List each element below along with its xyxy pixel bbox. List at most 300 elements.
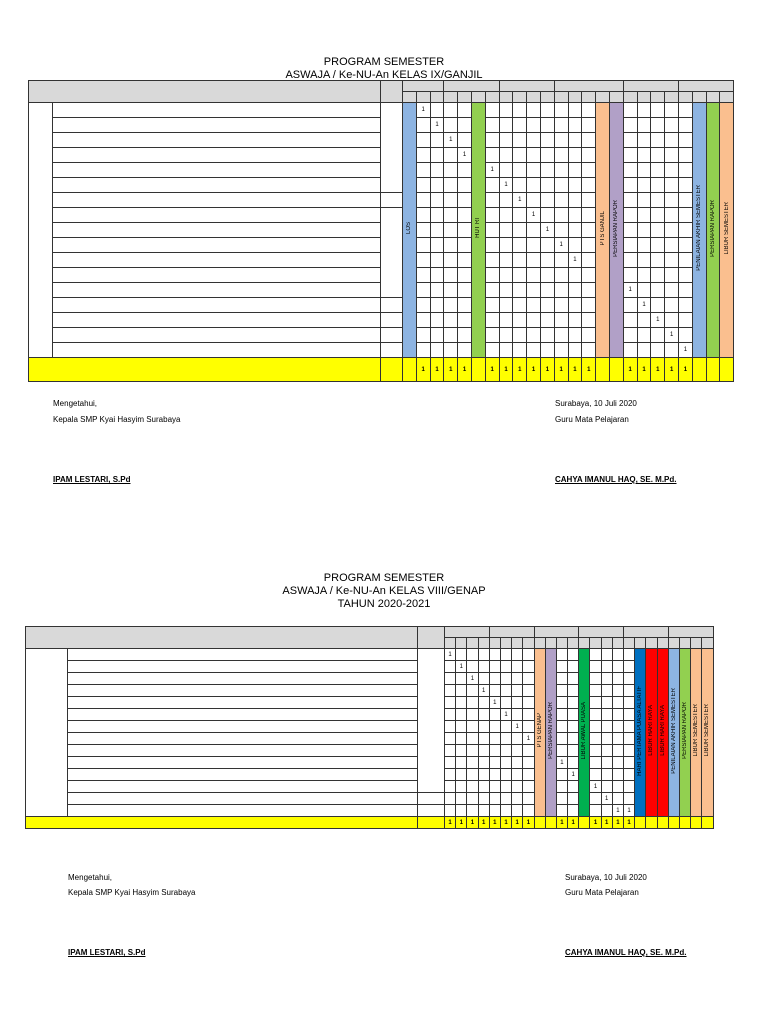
- week-cell: [679, 193, 693, 208]
- week-cell: [467, 649, 478, 661]
- week-cell: [568, 208, 582, 223]
- week-cell: [651, 268, 665, 283]
- week-cell: [623, 193, 637, 208]
- sem1-title-line2: ASWAJA / Ke-NU-An KELAS IX/GANJIL: [285, 69, 483, 81]
- week-cell: [499, 238, 513, 253]
- week-cell: [568, 343, 582, 358]
- total-week-cell: [596, 358, 610, 382]
- week-cell: [590, 745, 601, 757]
- week-cell: [601, 673, 612, 685]
- total-label: [26, 817, 418, 829]
- week-cell: [665, 103, 679, 118]
- week-cell: [458, 238, 472, 253]
- sem1-footer-left2: Kepala SMP Kyai Hasyim Surabaya: [53, 415, 181, 424]
- event-column: [534, 649, 545, 817]
- sem1-footer-right2: Guru Mata Pelajaran: [555, 415, 629, 424]
- total-week-cell: 1: [612, 817, 623, 829]
- week-header: [720, 92, 734, 103]
- week-cell: [416, 283, 430, 298]
- week-cell: [679, 178, 693, 193]
- week-cell: [679, 283, 693, 298]
- week-cell: [485, 118, 499, 133]
- kd-row-label: [68, 781, 418, 793]
- assessment-row-label: [53, 298, 381, 313]
- week-cell: [556, 673, 567, 685]
- week-cell: [568, 709, 579, 721]
- week-cell: [489, 733, 500, 745]
- week-cell: [568, 745, 579, 757]
- week-cell: [485, 208, 499, 223]
- week-cell: [554, 103, 568, 118]
- week-cell: [624, 649, 635, 661]
- week-cell: [665, 148, 679, 163]
- week-cell: [485, 283, 499, 298]
- week-cell: [568, 685, 579, 697]
- week-cell: [430, 163, 444, 178]
- week-cell: [527, 148, 541, 163]
- week-mark: 1: [612, 805, 623, 817]
- week-cell: [523, 661, 534, 673]
- week-cell: [665, 163, 679, 178]
- week-cell: [499, 118, 513, 133]
- week-cell: [637, 223, 651, 238]
- week-cell: [665, 283, 679, 298]
- week-cell: [651, 238, 665, 253]
- week-cell: [430, 193, 444, 208]
- group-jml: [381, 208, 403, 298]
- week-cell: [512, 661, 523, 673]
- week-cell: [512, 805, 523, 817]
- total-week-cell: 1: [445, 817, 456, 829]
- sem2-schedule-table: [25, 626, 714, 829]
- week-cell: [456, 733, 467, 745]
- week-cell: [478, 649, 489, 661]
- sem1-teacher-signature: CAHYA IMANUL HAQ, SE. M.Pd.: [555, 475, 677, 484]
- week-cell: [556, 697, 567, 709]
- kd-row-label: [53, 208, 381, 223]
- event-column: [657, 649, 668, 817]
- week-cell: [416, 133, 430, 148]
- week-cell: [478, 781, 489, 793]
- event-column: [579, 649, 590, 817]
- week-cell: [523, 745, 534, 757]
- week-cell: [485, 133, 499, 148]
- week-cell: [582, 238, 596, 253]
- total-week-cell: [609, 358, 623, 382]
- week-cell: [651, 103, 665, 118]
- week-cell: [500, 673, 511, 685]
- sem1-footer-left1: Mengetahui,: [53, 399, 98, 408]
- week-cell: [554, 328, 568, 343]
- week-cell: [637, 253, 651, 268]
- week-cell: [512, 733, 523, 745]
- week-cell: [513, 163, 527, 178]
- week-cell: [499, 343, 513, 358]
- week-cell: [467, 733, 478, 745]
- week-cell: [527, 283, 541, 298]
- row-jml: [381, 298, 403, 313]
- week-cell: [456, 769, 467, 781]
- kd-row-label: [53, 118, 381, 133]
- week-cell: [679, 238, 693, 253]
- week-cell: [416, 313, 430, 328]
- kd-row-label: [68, 697, 418, 709]
- week-header: [609, 92, 623, 103]
- week-cell: [499, 268, 513, 283]
- kd-row-label: [53, 148, 381, 163]
- week-mark: 1: [523, 733, 534, 745]
- week-cell: [512, 709, 523, 721]
- week-cell: [527, 103, 541, 118]
- week-cell: [540, 238, 554, 253]
- week-cell: [527, 343, 541, 358]
- week-cell: [540, 178, 554, 193]
- week-mark: 1: [540, 223, 554, 238]
- week-cell: [499, 283, 513, 298]
- week-cell: [568, 283, 582, 298]
- week-cell: [456, 721, 467, 733]
- week-cell: [679, 103, 693, 118]
- assessment-row-label: [53, 328, 381, 343]
- event-label: LIBUR AWAL PUASA: [581, 701, 588, 760]
- week-cell: [513, 178, 527, 193]
- total-week-cell: 1: [540, 358, 554, 382]
- week-cell: [612, 673, 623, 685]
- week-cell: [430, 133, 444, 148]
- week-cell: [540, 283, 554, 298]
- month-header: [679, 81, 734, 92]
- week-cell: [467, 697, 478, 709]
- sem2-footer-right1: Surabaya, 10 Juli 2020: [565, 873, 647, 882]
- week-cell: [590, 685, 601, 697]
- week-header: [512, 638, 523, 649]
- event-column: [545, 649, 556, 817]
- week-cell: [540, 133, 554, 148]
- week-cell: [416, 253, 430, 268]
- total-week-cell: 1: [467, 817, 478, 829]
- total-week-cell: [534, 817, 545, 829]
- week-mark: 1: [554, 238, 568, 253]
- week-cell: [512, 757, 523, 769]
- week-cell: [637, 103, 651, 118]
- event-label: LIBUR SEMESTER: [704, 704, 711, 757]
- week-cell: [651, 343, 665, 358]
- week-cell: [556, 661, 567, 673]
- week-cell: [523, 649, 534, 661]
- week-cell: [467, 769, 478, 781]
- week-mark: 1: [500, 709, 511, 721]
- week-cell: [554, 118, 568, 133]
- week-cell: [623, 133, 637, 148]
- week-cell: [612, 781, 623, 793]
- week-cell: [430, 313, 444, 328]
- week-cell: [430, 178, 444, 193]
- week-cell: [582, 298, 596, 313]
- week-cell: [568, 673, 579, 685]
- week-cell: [478, 721, 489, 733]
- week-cell: [458, 223, 472, 238]
- week-mark: 1: [467, 673, 478, 685]
- total-week-cell: [403, 358, 417, 382]
- week-cell: [444, 343, 458, 358]
- week-cell: [624, 769, 635, 781]
- week-cell: [444, 328, 458, 343]
- assessment-row-label: [53, 343, 381, 358]
- week-cell: [499, 298, 513, 313]
- kd-row-label: [53, 238, 381, 253]
- week-cell: [637, 238, 651, 253]
- event-label: LOS: [406, 221, 413, 234]
- week-cell: [568, 268, 582, 283]
- week-cell: [612, 733, 623, 745]
- week-cell: [513, 118, 527, 133]
- total-week-cell: 1: [478, 817, 489, 829]
- week-cell: [478, 673, 489, 685]
- week-cell: [513, 328, 527, 343]
- week-cell: [637, 118, 651, 133]
- week-cell: [556, 721, 567, 733]
- kd-row-label: [53, 133, 381, 148]
- week-header: [403, 92, 417, 103]
- event-column: [596, 103, 610, 358]
- total-week-cell: 1: [637, 358, 651, 382]
- week-cell: [679, 223, 693, 238]
- week-cell: [485, 298, 499, 313]
- week-cell: [623, 103, 637, 118]
- week-cell: [540, 148, 554, 163]
- week-cell: [512, 649, 523, 661]
- total-week-cell: 1: [590, 817, 601, 829]
- week-cell: [665, 313, 679, 328]
- week-cell: [623, 313, 637, 328]
- week-cell: [568, 133, 582, 148]
- total-week-cell: 1: [554, 358, 568, 382]
- week-cell: [416, 118, 430, 133]
- week-header: [430, 92, 444, 103]
- week-mark: 1: [513, 193, 527, 208]
- week-cell: [467, 805, 478, 817]
- total-week-cell: 1: [444, 358, 458, 382]
- week-cell: [500, 805, 511, 817]
- week-cell: [582, 328, 596, 343]
- week-cell: [513, 313, 527, 328]
- week-cell: [582, 283, 596, 298]
- week-cell: [637, 178, 651, 193]
- week-cell: [445, 769, 456, 781]
- week-cell: [601, 733, 612, 745]
- week-cell: [582, 223, 596, 238]
- week-cell: [582, 163, 596, 178]
- kd-row-label: [68, 769, 418, 781]
- month-header: [445, 627, 490, 638]
- week-cell: [582, 193, 596, 208]
- week-cell: [458, 133, 472, 148]
- week-mark: 1: [568, 253, 582, 268]
- week-cell: [416, 208, 430, 223]
- month-header: [624, 627, 669, 638]
- week-cell: [554, 148, 568, 163]
- week-cell: [568, 118, 582, 133]
- week-cell: [568, 193, 582, 208]
- week-cell: [512, 793, 523, 805]
- total-week-cell: 1: [499, 358, 513, 382]
- event-label: PENILAIAN AKHIR SEMESTER: [670, 687, 677, 774]
- week-mark: 1: [485, 163, 499, 178]
- header-kompetensi-dasar: [26, 627, 418, 649]
- event-label: HARI PERTAMA PUASA ALTATIF: [637, 685, 644, 776]
- week-cell: [623, 238, 637, 253]
- week-cell: [499, 133, 513, 148]
- week-header: [445, 638, 456, 649]
- week-header: [668, 638, 679, 649]
- week-cell: [556, 733, 567, 745]
- week-header: [590, 638, 601, 649]
- week-cell: [478, 805, 489, 817]
- week-header: [568, 92, 582, 103]
- week-cell: [467, 709, 478, 721]
- week-cell: [500, 697, 511, 709]
- week-cell: [489, 649, 500, 661]
- week-cell: [624, 709, 635, 721]
- month-header: [668, 627, 713, 638]
- week-cell: [601, 721, 612, 733]
- week-cell: [499, 103, 513, 118]
- week-cell: [527, 298, 541, 313]
- week-cell: [568, 757, 579, 769]
- week-cell: [513, 298, 527, 313]
- week-cell: [601, 685, 612, 697]
- week-cell: [500, 793, 511, 805]
- week-mark: 1: [456, 661, 467, 673]
- week-cell: [556, 769, 567, 781]
- week-cell: [456, 781, 467, 793]
- week-cell: [458, 253, 472, 268]
- week-cell: [651, 208, 665, 223]
- event-label: HUT RI: [475, 218, 482, 238]
- total-week-cell: [692, 358, 706, 382]
- sem1-schedule-table: [28, 80, 734, 382]
- week-cell: [478, 745, 489, 757]
- week-cell: [500, 745, 511, 757]
- event-label: PTS GENAP: [536, 713, 543, 748]
- week-cell: [478, 757, 489, 769]
- week-mark: 1: [445, 649, 456, 661]
- month-header: [499, 81, 554, 92]
- total-week-cell: [706, 358, 720, 382]
- week-cell: [444, 253, 458, 268]
- total-week-cell: [646, 817, 657, 829]
- week-cell: [523, 781, 534, 793]
- week-cell: [458, 268, 472, 283]
- week-cell: [590, 697, 601, 709]
- week-cell: [568, 781, 579, 793]
- week-cell: [430, 223, 444, 238]
- week-mark: 1: [601, 793, 612, 805]
- week-header: [651, 92, 665, 103]
- week-cell: [601, 649, 612, 661]
- week-cell: [513, 103, 527, 118]
- week-cell: [478, 733, 489, 745]
- week-cell: [590, 793, 601, 805]
- week-cell: [512, 781, 523, 793]
- week-cell: [623, 343, 637, 358]
- week-cell: [523, 685, 534, 697]
- week-cell: [624, 721, 635, 733]
- week-header: [485, 92, 499, 103]
- sem1-principal-signature: IPAM LESTARI, S.Pd: [53, 475, 131, 484]
- week-cell: [499, 328, 513, 343]
- week-cell: [444, 148, 458, 163]
- month-header: [579, 627, 624, 638]
- week-cell: [665, 298, 679, 313]
- month-header: [403, 81, 444, 92]
- total-week-cell: 1: [665, 358, 679, 382]
- week-cell: [568, 223, 582, 238]
- sem2-footer-left2: Kepala SMP Kyai Hasyim Surabaya: [68, 888, 196, 897]
- month-header: [534, 627, 579, 638]
- week-cell: [467, 685, 478, 697]
- week-header: [612, 638, 623, 649]
- week-cell: [430, 343, 444, 358]
- week-cell: [540, 208, 554, 223]
- week-header: [623, 92, 637, 103]
- week-cell: [665, 118, 679, 133]
- week-cell: [478, 793, 489, 805]
- week-cell: [568, 721, 579, 733]
- week-cell: [612, 793, 623, 805]
- week-cell: [568, 178, 582, 193]
- week-cell: [590, 661, 601, 673]
- week-cell: [458, 343, 472, 358]
- event-column: [679, 649, 690, 817]
- week-cell: [637, 313, 651, 328]
- week-cell: [612, 697, 623, 709]
- week-header: [596, 92, 610, 103]
- week-cell: [456, 805, 467, 817]
- week-cell: [582, 268, 596, 283]
- week-header: [523, 638, 534, 649]
- week-mark: 1: [489, 697, 500, 709]
- week-mark: 1: [679, 343, 693, 358]
- week-cell: [444, 208, 458, 223]
- week-header: [556, 638, 567, 649]
- kd-row-label: [53, 283, 381, 298]
- week-cell: [458, 178, 472, 193]
- week-header: [624, 638, 635, 649]
- week-cell: [665, 223, 679, 238]
- week-cell: [590, 805, 601, 817]
- week-cell: [527, 223, 541, 238]
- week-cell: [445, 781, 456, 793]
- sem1-title-line1: PROGRAM SEMESTER: [323, 56, 445, 68]
- week-cell: [512, 685, 523, 697]
- week-cell: [601, 781, 612, 793]
- week-cell: [651, 163, 665, 178]
- week-cell: [554, 133, 568, 148]
- week-cell: [590, 757, 601, 769]
- week-cell: [624, 697, 635, 709]
- week-cell: [612, 769, 623, 781]
- week-cell: [416, 193, 430, 208]
- week-cell: [456, 649, 467, 661]
- week-header: [601, 638, 612, 649]
- week-cell: [556, 649, 567, 661]
- week-mark: 1: [499, 178, 513, 193]
- event-label: LIBUR SEMESTER: [693, 704, 700, 757]
- week-cell: [445, 673, 456, 685]
- week-cell: [665, 178, 679, 193]
- row-jml: [381, 313, 403, 328]
